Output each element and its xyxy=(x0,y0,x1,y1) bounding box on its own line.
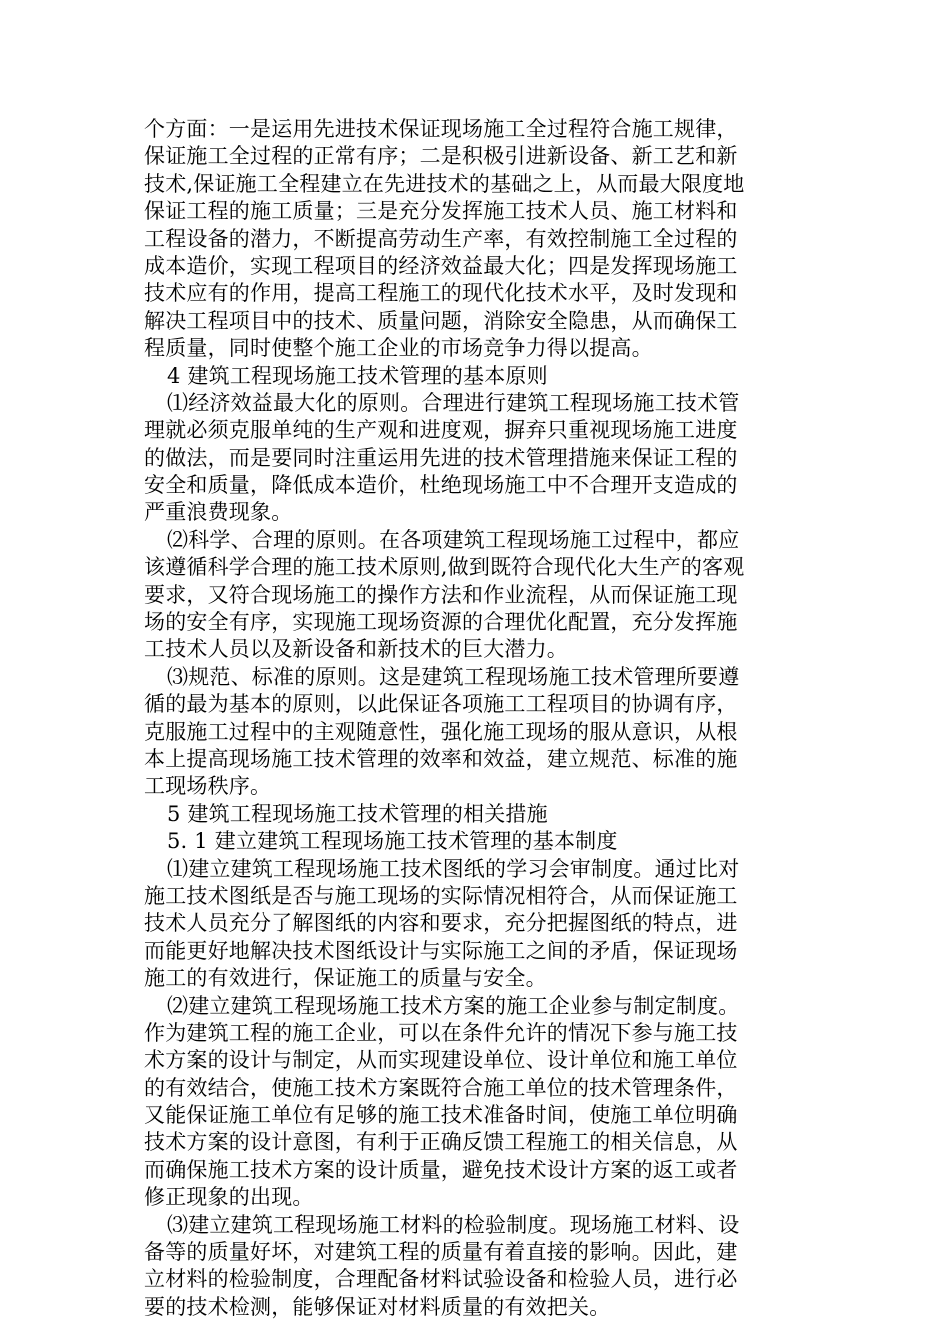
body-line: 施工技术图纸是否与施工现场的实际情况相符合，从而保证施工 xyxy=(144,883,738,908)
body-line: 的做法，而是要同时注重运用先进的技术管理措施来保证工程的 xyxy=(144,445,738,470)
body-line: 解决工程项目中的技术、质量问题，消除安全隐患，从而确保工 xyxy=(144,308,738,333)
body-line: 又能保证施工单位有足够的施工技术准备时间，使施工单位明确 xyxy=(144,1103,738,1128)
body-line: 保证工程的施工质量；三是充分发挥施工技术人员、施工材料和 xyxy=(144,199,738,224)
body-line: 立材料的检验制度，合理配备材料试验设备和检验人员，进行必 xyxy=(144,1267,738,1292)
body-line: 场的安全有序，实现施工现场资源的合理优化配置，充分发挥施 xyxy=(144,610,738,635)
paragraph-start: ⑵科学、合理的原则。在各项建筑工程现场施工过程中，都应 xyxy=(167,527,740,552)
section-heading: 5 建筑工程现场施工技术管理的相关措施 xyxy=(167,801,548,826)
body-line: 严重浪费现象。 xyxy=(144,500,293,525)
body-line: 技术,保证施工全程建立在先进技术的基础之上，从而最大限度地 xyxy=(144,171,745,196)
body-line: 技术方案的设计意图，有利于正确反馈工程施工的相关信息，从 xyxy=(144,1130,738,1155)
paragraph-start: ⑵建立建筑工程现场施工技术方案的施工企业参与制定制度。 xyxy=(167,993,740,1018)
subsection-heading: 5. 1 建立建筑工程现场施工技术管理的基本制度 xyxy=(167,829,618,854)
body-line: 备等的质量好坏，对建筑工程的质量有着直接的影响。因此，建 xyxy=(144,1240,738,1265)
body-line: 要的技术检测，能够保证对材料质量的有效把关。 xyxy=(144,1294,611,1319)
body-line: 保证施工全过程的正常有序；二是积极引进新设备、新工艺和新 xyxy=(144,144,738,169)
body-line: 技术人员充分了解图纸的内容和要求，充分把握图纸的特点，进 xyxy=(144,911,738,936)
body-line: 程质量，同时使整个施工企业的市场竞争力得以提高。 xyxy=(144,336,653,361)
body-line: 而确保施工技术方案的设计质量，避免技术设计方案的返工或者 xyxy=(144,1157,738,1182)
body-line: 工技术人员以及新设备和新技术的巨大潜力。 xyxy=(144,637,568,662)
body-line: 工程设备的潜力，不断提高劳动生产率，有效控制施工全过程的 xyxy=(144,226,738,251)
body-line: 施工的有效进行，保证施工的质量与安全。 xyxy=(144,966,547,991)
paragraph-start: ⑴建立建筑工程现场施工技术图纸的学习会审制度。通过比对 xyxy=(167,856,740,881)
body-line: 工现场秩序。 xyxy=(144,774,272,799)
body-line: 术方案的设计与制定，从而实现建设单位、设计单位和施工单位 xyxy=(144,1048,738,1073)
section-heading: 4 建筑工程现场施工技术管理的基本原则 xyxy=(167,363,548,388)
body-line: 循的最为基本的原则，以此保证各项施工工程项目的协调有序， xyxy=(144,692,738,717)
body-line: 修正现象的出现。 xyxy=(144,1185,314,1210)
body-line: 本上提高现场施工技术管理的效率和效益，建立规范、标准的施 xyxy=(144,746,738,771)
paragraph-start: ⑴经济效益最大化的原则。合理进行建筑工程现场施工技术管 xyxy=(167,390,740,415)
body-line: 技术应有的作用，提高工程施工的现代化技术水平，及时发现和 xyxy=(144,281,738,306)
document-body xyxy=(144,116,784,1321)
paragraph-start: ⑶建立建筑工程现场施工材料的检验制度。现场施工材料、设 xyxy=(167,1212,740,1237)
body-line: 的有效结合，使施工技术方案既符合施工单位的技术管理条件， xyxy=(144,1075,738,1100)
body-line: 要求，又符合现场施工的操作方法和作业流程，从而保证施工现 xyxy=(144,582,738,607)
body-line: 克服施工过程中的主观随意性，强化施工现场的服从意识，从根 xyxy=(144,719,738,744)
body-line: 该遵循科学合理的施工技术原则,做到既符合现代化大生产的客观 xyxy=(144,555,745,580)
body-line: 个方面：一是运用先进技术保证现场施工全过程符合施工规律， xyxy=(144,117,738,141)
body-line: 安全和质量，降低成本造价，杜绝现场施工中不合理开支造成的 xyxy=(144,473,738,498)
paragraph-start: ⑶规范、标准的原则。这是建筑工程现场施工技术管理所要遵 xyxy=(167,664,740,689)
body-line: 而能更好地解决技术图纸设计与实际施工之间的矛盾，保证现场 xyxy=(144,938,738,963)
body-line: 作为建筑工程的施工企业，可以在条件允许的情况下参与施工技 xyxy=(144,1020,738,1045)
body-line: 理就必须克服单纯的生产观和进度观，摒弃只重视现场施工进度 xyxy=(144,418,738,443)
body-line: 成本造价，实现工程项目的经济效益最大化；四是发挥现场施工 xyxy=(144,253,738,278)
